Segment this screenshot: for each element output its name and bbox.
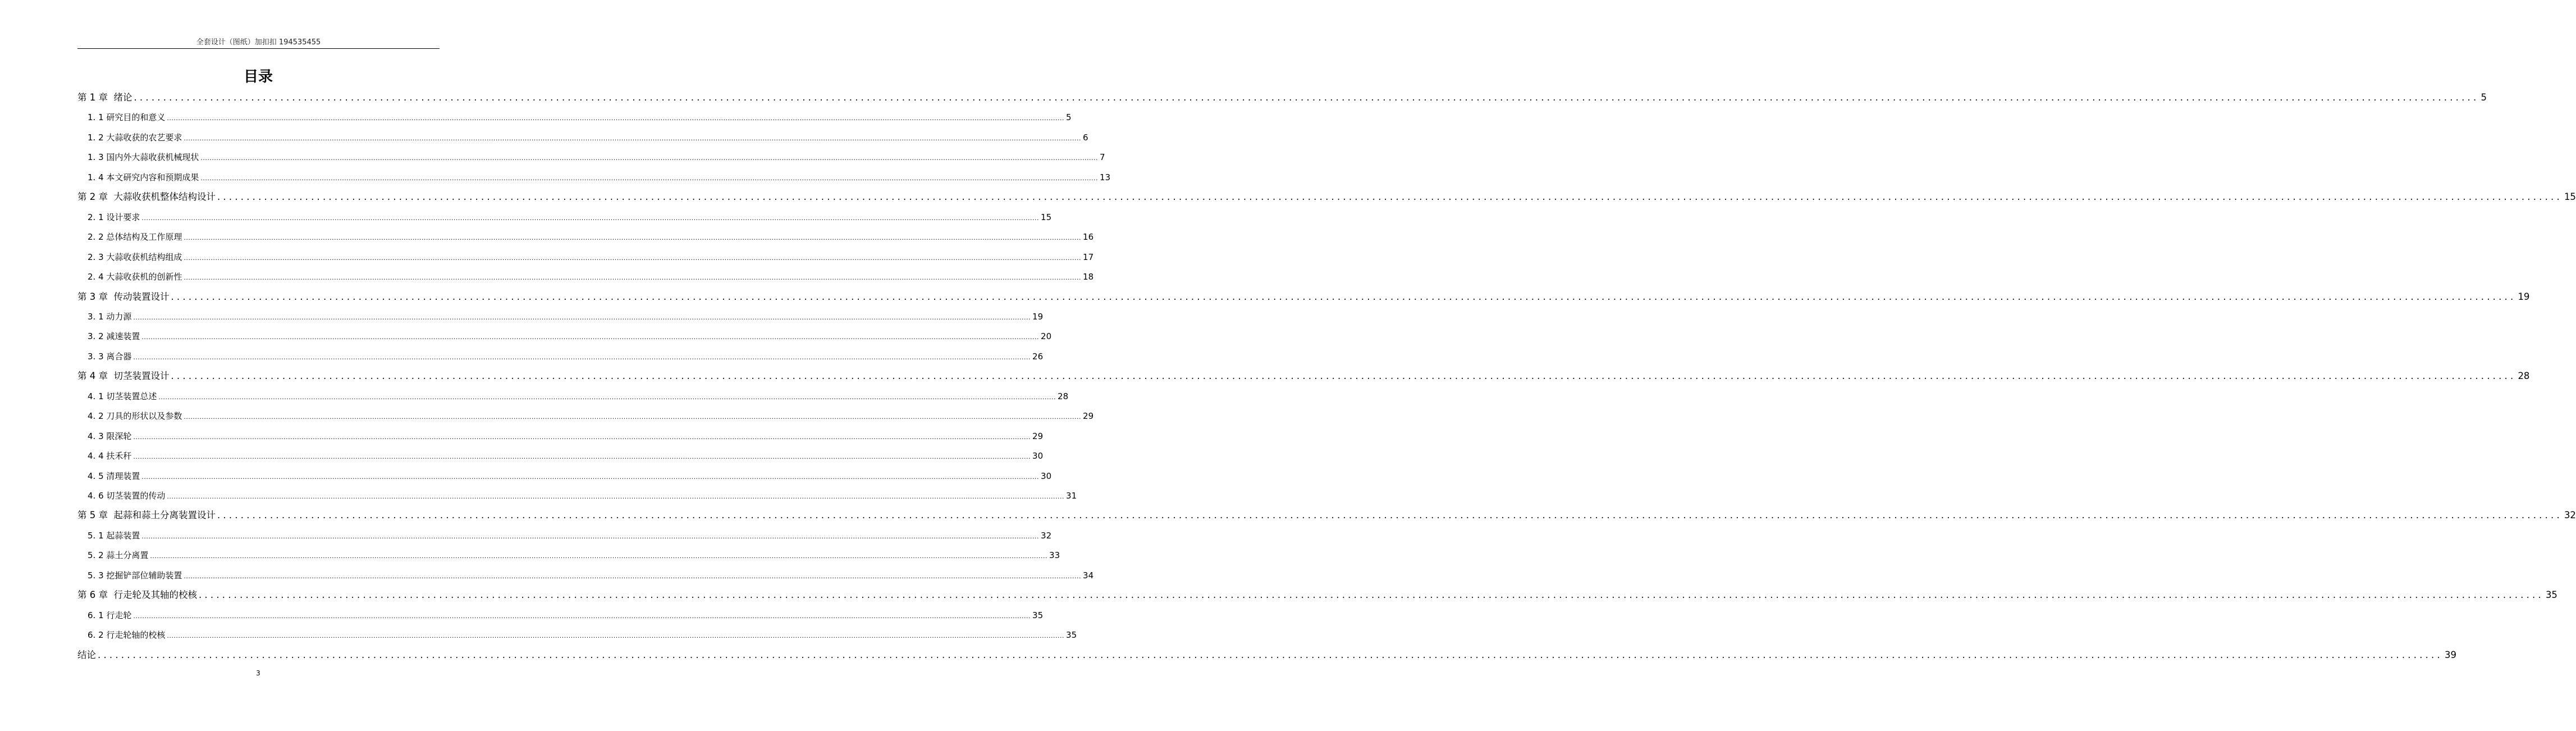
toc-entry-label: 结论	[77, 649, 96, 660]
toc-leader-dots: ................................................................................................................................................................................................................................................................................................................................................................................................................	[133, 612, 1031, 620]
toc-entry-page: 18	[1083, 272, 1094, 282]
toc-entry-label: 第 3 章 传动装置设计	[77, 291, 170, 302]
toc-entry-page: 15	[2564, 191, 2576, 203]
toc-entry[interactable]	[77, 648, 2456, 662]
toc-leader-dots: ................................................................................................................................................................................................................................................................................................................................................................................................................	[133, 313, 1031, 321]
toc-entry-label: 5. 1 起蒜装置	[88, 530, 140, 541]
toc-leader-dots: ................................................................................................................................................................................................................................................................................................................................................................................................................	[198, 590, 2544, 601]
toc-entry-label: 2. 3 大蒜收获机结构组成	[88, 252, 182, 262]
toc-entry-label: 1. 4 本文研究内容和预期成果	[88, 172, 199, 182]
toc-leader-dots: ................................................................................................................................................................................................................................................................................................................................................................................................................	[141, 333, 1040, 341]
toc-entry-page: 35	[1032, 610, 1044, 620]
toc-entry[interactable]	[88, 310, 1044, 323]
toc-entry[interactable]	[88, 628, 1077, 642]
toc-entry[interactable]	[77, 91, 2487, 104]
toc-leader-dots: ................................................................................................................................................................................................................................................................................................................................................................................................................	[217, 191, 2563, 203]
toc-entry[interactable]	[77, 190, 2576, 204]
toc-leader-dots: ................................................................................................................................................................................................................................................................................................................................................................................................................	[200, 154, 1099, 162]
toc-entry-label: 第 5 章 起蒜和蒜土分离装置设计	[77, 510, 216, 521]
toc-entry-label: 6. 1 行走轮	[88, 610, 132, 620]
toc-entry-page: 31	[1066, 491, 1077, 501]
toc-entry-page: 28	[1058, 391, 1069, 401]
toc-entry[interactable]	[88, 529, 1052, 542]
toc-entry[interactable]	[88, 250, 1094, 264]
toc-entry-label: 1. 2 大蒜收获的农艺要求	[88, 132, 182, 143]
toc-entry-label: 4. 4 扶禾秆	[88, 451, 132, 462]
toc-entry-label: 1. 3 国内外大蒜收获机械现状	[88, 152, 199, 163]
toc-entry-page: 19	[1032, 311, 1044, 322]
toc-entry-label: 2. 2 总体结构及工作原理	[88, 232, 182, 243]
toc-entry-page: 7	[1100, 152, 1105, 163]
toc-entry-label: 第 4 章 切茎装置设计	[77, 371, 170, 382]
toc-entry-page: 32	[2564, 510, 2576, 521]
toc-entry[interactable]	[88, 449, 1044, 463]
toc-leader-dots: ................................................................................................................................................................................................................................................................................................................................................................................................................	[184, 134, 1082, 142]
toc-leader-dots: ................................................................................................................................................................................................................................................................................................................................................................................................................	[171, 291, 2516, 302]
toc-entry[interactable]	[88, 111, 1072, 124]
toc-entry-page: 33	[1049, 550, 1060, 561]
toc-entry-label: 第 6 章 行走轮及其轴的校核	[77, 590, 197, 601]
toc-entry-label: 4. 1 切茎装置总述	[88, 391, 157, 401]
toc-entry-page: 35	[2545, 590, 2557, 601]
toc-leader-dots: ................................................................................................................................................................................................................................................................................................................................................................................................................	[141, 214, 1040, 222]
toc-leader-dots: ................................................................................................................................................................................................................................................................................................................................................................................................................	[150, 552, 1048, 560]
toc-entry-page: 29	[1083, 411, 1094, 422]
toc-entry-page: 13	[1100, 172, 1111, 182]
page-number: 3	[256, 669, 260, 677]
toc-leader-dots: ................................................................................................................................................................................................................................................................................................................................................................................................................	[184, 274, 1082, 282]
toc-entry-page: 19	[2518, 291, 2530, 302]
toc-entry[interactable]	[88, 131, 1088, 144]
toc-leader-dots: ................................................................................................................................................................................................................................................................................................................................................................................................................	[158, 393, 1056, 401]
toc-entry[interactable]	[77, 509, 2576, 522]
toc-leader-dots: ................................................................................................................................................................................................................................................................................................................................................................................................................	[98, 649, 2443, 660]
toc-entry[interactable]	[77, 588, 2557, 602]
toc-entry[interactable]	[88, 569, 1094, 582]
toc-entry-page: 16	[1083, 232, 1094, 243]
toc-entry-page: 30	[1041, 470, 1052, 481]
toc-entry[interactable]	[88, 549, 1060, 562]
toc-entry-label: 2. 1 设计要求	[88, 212, 140, 222]
toc-entry-page: 26	[1032, 351, 1044, 362]
toc-entry-page: 5	[2481, 92, 2487, 103]
toc-entry-label: 第 1 章 绪论	[77, 92, 132, 103]
toc-leader-dots: ................................................................................................................................................................................................................................................................................................................................................................................................................	[133, 353, 1031, 361]
toc-entry[interactable]	[88, 150, 1105, 164]
toc-entry-page: 32	[1041, 530, 1052, 541]
toc-entry[interactable]	[88, 230, 1094, 244]
toc-leader-dots: ................................................................................................................................................................................................................................................................................................................................................................................................................	[184, 234, 1082, 242]
toc-entry[interactable]	[77, 290, 2530, 304]
toc-leader-dots: ................................................................................................................................................................................................................................................................................................................................................................................................................	[141, 532, 1040, 540]
toc-entry-label: 3. 2 减速装置	[88, 331, 140, 342]
toc-entry[interactable]	[88, 430, 1044, 443]
toc-entry-label: 4. 3 限深轮	[88, 431, 132, 441]
toc-entry-page: 6	[1083, 132, 1088, 143]
toc-leader-dots: ................................................................................................................................................................................................................................................................................................................................................................................................................	[184, 572, 1082, 580]
toc-leader-dots: ................................................................................................................................................................................................................................................................................................................................................................................................................	[133, 433, 1031, 441]
toc-entry-page: 34	[1083, 570, 1094, 581]
toc-entry[interactable]	[88, 609, 1044, 622]
toc-entry[interactable]	[88, 171, 1111, 184]
toc-entry-label: 4. 6 切茎装置的传动	[88, 491, 166, 501]
toc-entry-page: 5	[1066, 112, 1072, 123]
toc-entry-label: 5. 2 蒜土分离置	[88, 550, 149, 561]
toc-leader-dots: ................................................................................................................................................................................................................................................................................................................................................................................................................	[217, 510, 2563, 521]
toc-entry[interactable]	[77, 369, 2530, 383]
toc-entry-label: 4. 2 刀具的形状以及参数	[88, 411, 182, 422]
toc-leader-dots: ................................................................................................................................................................................................................................................................................................................................................................................................................	[167, 115, 1065, 122]
toc-entry-page: 39	[2444, 649, 2456, 660]
page-title: 目录	[243, 68, 273, 85]
toc-entry[interactable]	[88, 270, 1094, 284]
toc-entry[interactable]	[88, 409, 1094, 423]
toc-entry-label: 1. 1 研究目的和意义	[88, 112, 166, 123]
toc-entry[interactable]	[88, 469, 1052, 483]
toc-leader-dots: ................................................................................................................................................................................................................................................................................................................................................................................................................	[200, 174, 1099, 182]
toc-entry-label: 2. 4 大蒜收获机的创新性	[88, 272, 182, 282]
toc-entry-page: 28	[2518, 371, 2530, 382]
toc-entry[interactable]	[88, 350, 1044, 363]
page-header: 全套设计（图纸）加扣扣 194535455	[196, 38, 321, 47]
toc-entry-label: 5. 3 挖掘铲部位辅助装置	[88, 570, 182, 581]
toc-entry-label: 第 2 章 大蒜收获机整体结构设计	[77, 191, 216, 203]
toc-entry-page: 20	[1041, 331, 1052, 342]
toc-entry[interactable]	[88, 390, 1069, 403]
toc-entry-page: 15	[1041, 212, 1052, 222]
toc-leader-dots: ................................................................................................................................................................................................................................................................................................................................................................................................................	[171, 371, 2516, 382]
toc-leader-dots: ................................................................................................................................................................................................................................................................................................................................................................................................................	[167, 632, 1065, 640]
toc-entry[interactable]	[88, 211, 1052, 224]
toc-entry-page: 17	[1083, 252, 1094, 262]
toc-leader-dots: ................................................................................................................................................................................................................................................................................................................................................................................................................	[134, 92, 2479, 103]
toc-leader-dots: ................................................................................................................................................................................................................................................................................................................................................................................................................	[141, 473, 1040, 481]
toc-entry-label: 6. 2 行走轮轴的校核	[88, 630, 166, 641]
toc-leader-dots: ................................................................................................................................................................................................................................................................................................................................................................................................................	[184, 413, 1082, 421]
toc-leader-dots: ................................................................................................................................................................................................................................................................................................................................................................................................................	[184, 254, 1082, 262]
toc-leader-dots: ................................................................................................................................................................................................................................................................................................................................................................................................................	[167, 493, 1065, 500]
toc-leader-dots: ................................................................................................................................................................................................................................................................................................................................................................................................................	[133, 453, 1031, 461]
toc-entry-page: 30	[1032, 451, 1044, 462]
toc-entry-label: 4. 5 清理装置	[88, 470, 140, 481]
toc-entry-page: 29	[1032, 431, 1044, 441]
toc-entry-label: 3. 3 离合器	[88, 351, 132, 362]
toc-entry[interactable]	[88, 330, 1052, 343]
toc-entry[interactable]	[88, 489, 1077, 502]
toc-entry-page: 35	[1066, 630, 1077, 641]
toc-entry-label: 3. 1 动力源	[88, 311, 132, 322]
